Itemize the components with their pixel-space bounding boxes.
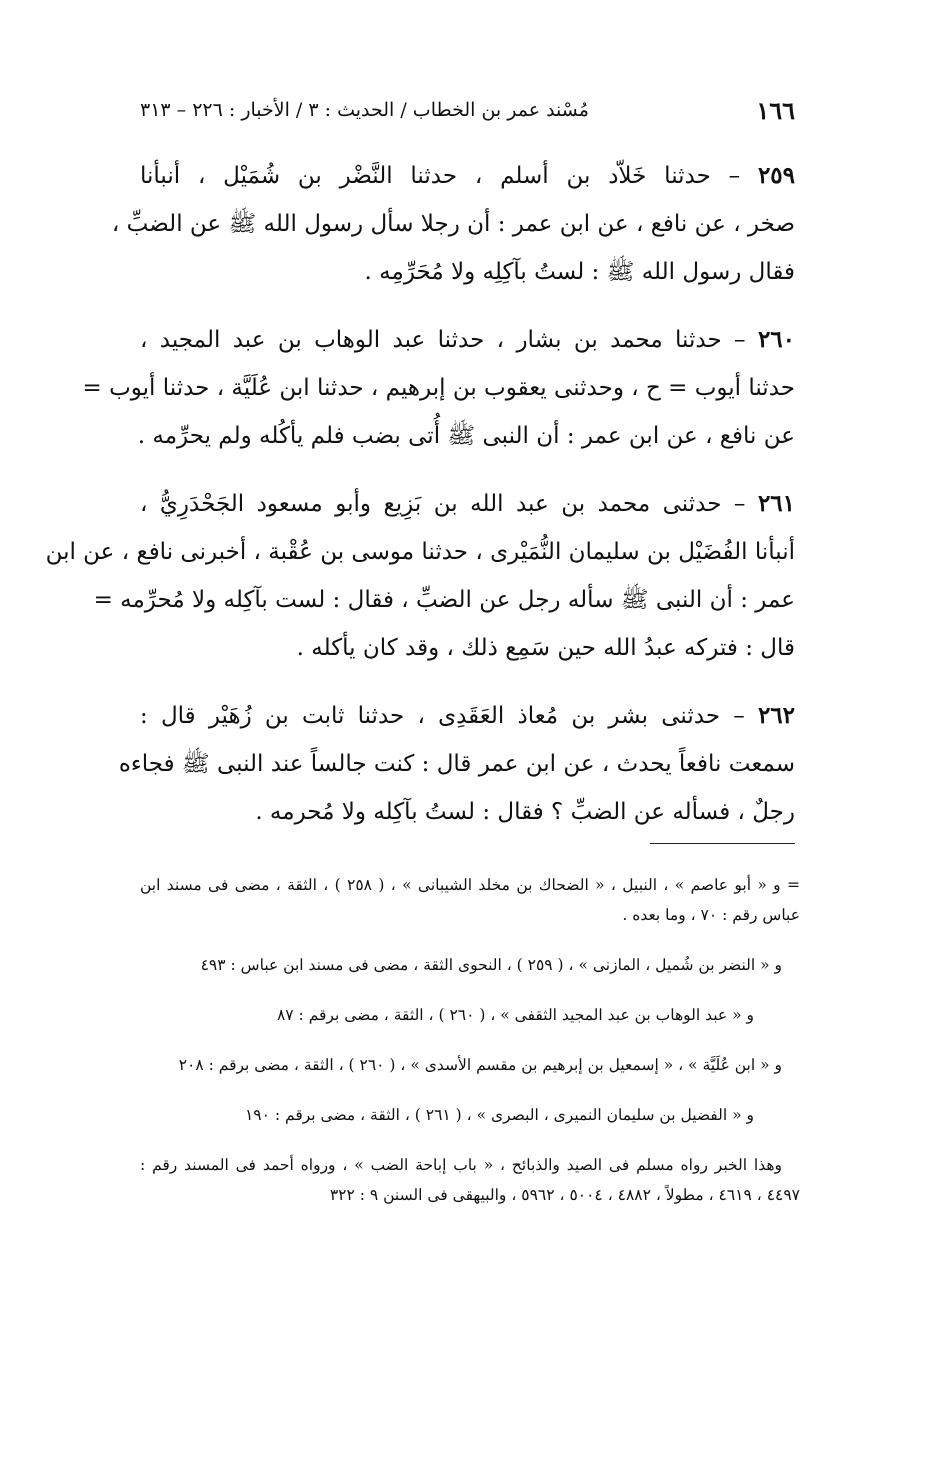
footnote <box>140 870 800 930</box>
footnote-line: و « ابن عُلَيَّة » ، « إسمعيل بن إبرهيم بن مقسم الأسدى » ، ( ٢٦٠ ) ، الثقة ، مضى برقم : ٢٠٨ <box>178 1056 782 1074</box>
footnote-line: و « الفضيل بن سليمان النميرى ، البصرى » ، ( ٢٦١ ) ، الثقة ، مضى برقم : ١٩٠ <box>244 1106 754 1124</box>
running-title: مُسْند عمر بن الخطاب / الحديث : ٣ / الأخبار : ٢٢٦ – ٣١٣ <box>140 99 589 121</box>
text-line: فقال رسول الله ﷺ : لستُ بآكِلِه ولا مُحَرِّمِه . <box>364 259 795 285</box>
text-line: أنبأنا الفُضَيْل بن سليمان النُّمَيْرى ، حدثنا موسى بن عُقْبة ، أخبرنى نافع ، عن ابن <box>45 539 795 565</box>
page-header <box>140 92 795 128</box>
text-line <box>140 692 795 740</box>
hadith-number: ٢٥٩ <box>757 162 796 189</box>
text-line: عمر : أن النبى ﷺ سأله رجل عن الضبِّ ، فقال : لست بآكِله ولا مُحرِّمه = <box>93 587 795 613</box>
hadith-261 <box>45 480 795 672</box>
text-line <box>140 316 795 364</box>
footnote <box>140 1100 800 1130</box>
footnotes <box>140 870 800 1230</box>
text-line <box>140 152 795 200</box>
footnote <box>140 1000 800 1030</box>
hadith-number: ٢٦٢ <box>757 702 796 729</box>
footnote-line: = و « أبو عاصم » ، النبيل ، « الضحاك بن مخلد الشيبانى » ، ( ٢٥٨ ) ، الثقة ، مضى فى مسند ابن <box>140 876 800 894</box>
text-line: صخر ، عن نافع ، عن ابن عمر : أن رجلا سأل رسول الله ﷺ عن الضبِّ ، <box>111 211 795 237</box>
footnote <box>140 950 800 980</box>
text-line: عن نافع ، عن ابن عمر : أن النبى ﷺ أُتى بضب فلم يأكُله ولم يحرِّمه . <box>137 423 795 449</box>
footnote-separator <box>650 843 795 844</box>
footnote-line: عباس رقم : ٧٠ ، وما بعده . <box>622 906 800 924</box>
footnote-line: و « النضر بن شُميل ، المازنى » ، ( ٢٥٩ ) ، النحوى الثقة ، مضى فى مسند ابن عباس : ٤٩٣ <box>200 956 782 974</box>
footnote <box>140 1150 800 1210</box>
line-text: – حدثنا خَلاّد بن أسلم ، حدثنا النَّضْر بن شُمَيْل ، أنبأنا <box>140 163 741 189</box>
text-line <box>140 480 795 528</box>
text-line: رجلٌ ، فسأله عن الضبِّ ؟ فقال : لستُ بآكِله ولا مُحرمه . <box>255 799 795 825</box>
text-line: سمعت نافعاً يحدث ، عن ابن عمر قال : كنت جالساً عند النبى ﷺ فجاءه <box>118 751 795 777</box>
hadith-number: ٢٦٠ <box>757 326 795 353</box>
page-number: ١٦٦ <box>756 95 795 125</box>
footnote-line: ٤٤٩٧ ، ٤٦١٩ ، مطولاً ، ٤٨٨٢ ، ٥٠٠٤ ، ٥٩٦٢ ، والبيهقى فى السنن ٩ : ٣٢٢ <box>329 1186 800 1204</box>
footnote <box>140 1050 800 1080</box>
main-text <box>45 152 796 856</box>
footnote-line: وهذا الخبر رواه مسلم فى الصيد والذبائح ، « باب إباحة الضب » ، ورواه أحمد فى المسند رقم : <box>140 1156 782 1174</box>
text-line: حدثنا أيوب = ح ، وحدثنى يعقوب بن إبرهيم ، حدثنا ابن عُلَيَّة ، حدثنا أيوب = <box>82 375 795 401</box>
hadith-260 <box>82 316 795 460</box>
hadith-262 <box>118 692 796 836</box>
line-text: – حدثنى محمد بن عبد الله بن بَزِيع وأبو مسعود الجَحْدَرِيُّ ، <box>140 491 746 517</box>
text-line: قال : فتركه عبدُ الله حين سَمِع ذلك ، وقد كان يأكله . <box>296 635 795 661</box>
hadith-259 <box>111 152 796 296</box>
line-text: – حدثنى بشر بن مُعاذ العَقَدِى ، حدثنا ثابت بن زُهَيْر قال : <box>140 703 745 729</box>
line-text: – حدثنا محمد بن بشار ، حدثنا عبد الوهاب بن عبد المجيد ، <box>140 327 746 353</box>
footnote-line: و « عبد الوهاب بن عبد المجيد الثقفى » ، ( ٢٦٠ ) ، الثقة ، مضى برقم : ٨٧ <box>276 1006 754 1024</box>
hadith-number: ٢٦١ <box>757 490 795 517</box>
